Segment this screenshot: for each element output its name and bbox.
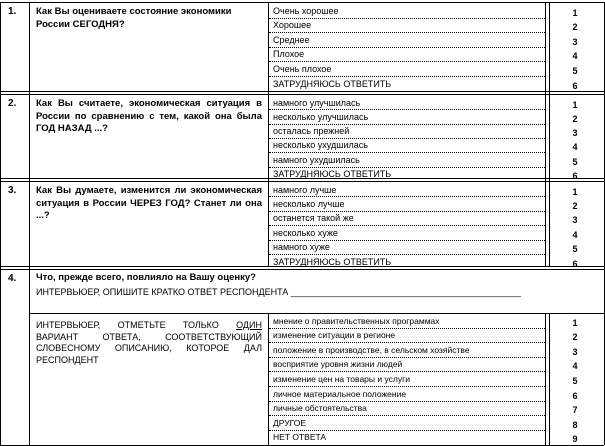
coding-instruction-post: ВАРИАНТ ОТВЕТА, СООТВЕТСТВУЮЩИЙ СЛОВЕСНОМУ ОПИСАНИЮ, КОТОРОЕ ДАЛ РЕСПОНДЕНТ [36,331,262,365]
open-answer-instruction-text: ИНТЕРВЬЮЕР, ОПИШИТЕ КРАТКО ОТВЕТ РЕСПОНДЕНТА [36,287,289,297]
answer-option-label: Плохое [273,49,305,60]
answer-option-label: ЗАТРУДНЯЮСЬ ОТВЕТИТЬ [273,256,392,267]
answer-option-label: ДРУГОЕ [273,417,307,428]
option-row-separator [269,328,545,329]
answer-option-label: несколько лучше [273,198,345,209]
question-number: 3. [8,185,17,196]
answer-option-code: 4 [572,229,578,240]
answer-option-label: намного ухудшилась [273,154,360,165]
answer-option-code: 5 [572,375,578,386]
option-row-separator [269,167,545,168]
option-row-separator [269,196,545,197]
answer-option-label: осталась прежней [273,126,350,137]
answer-option-label: Очень плохое [273,63,332,74]
answer-option-code: 6 [572,258,578,269]
options-column-divider [268,2,269,266]
answer-option-label: изменение ситуации в регионе [273,330,396,341]
option-row-separator [269,342,545,343]
option-row-separator [269,211,545,212]
answer-option-code: 2 [572,332,578,343]
option-row-separator [269,124,545,125]
table-left-border [0,2,1,445]
q4-code-column-divider [545,313,546,445]
answer-option-code: 6 [572,80,578,91]
answer-option-code: 2 [572,113,578,124]
option-row-separator [269,47,545,48]
question-text: Как Вы думаете, изменится ли экономическая ситуация в России ЧЕРЕЗ ГОД? Станет ли она ...? [36,185,262,221]
number-column-divider [29,2,30,445]
answer-option-label: намного улучшилась [273,97,361,108]
option-row-separator [269,61,545,62]
answer-option-label: ЗАТРУДНЯЮСЬ ОТВЕТИТЬ [273,169,392,179]
question-number: 2. [8,98,17,109]
question-text: Как Вы считаете, экономическая ситуация в России по сравнению с тем, какой она была ГОД НАЗАД ...? [36,98,262,134]
answer-option-code: 2 [572,200,578,211]
option-row-separator [269,76,545,77]
answer-option-label: личные обстоятельства [273,403,367,414]
answer-option-code: 1 [572,186,578,197]
answer-option-code: 6 [572,171,578,181]
option-row-separator [269,386,545,387]
answer-option-label: несколько ухудшилась [273,140,368,151]
answer-option-code: 1 [572,7,578,18]
option-row-separator [269,18,545,19]
answer-option-code: 3 [572,215,578,226]
answer-option-label: Среднее [273,34,310,45]
q4-options-column-divider [268,313,269,445]
block-separator-3b [0,269,604,270]
open-answer-instruction [36,287,521,299]
answer-option-code: 2 [572,22,578,33]
option-row-separator [269,357,545,358]
answer-option-code: 1 [572,317,578,328]
answer-option-code: 5 [572,244,578,255]
answer-option-label: Очень хорошее [273,5,339,16]
coding-instruction-pre: ИНТЕРВЬЮЕР, ОТМЕТЬТЕ ТОЛЬКО [36,320,237,330]
answer-option-code: 4 [572,51,578,62]
answer-option-label: мнение о правительственных программах [273,315,440,326]
answer-option-code: 5 [572,156,578,167]
answer-option-label: намного хуже [273,242,330,253]
answer-option-code: 3 [572,36,578,47]
question-text: Что, прежде всего, повлияло на Вашу оценку? [36,272,256,283]
answer-option-label: НЕТ ОТВЕТА [273,432,327,443]
answer-option-code: 1 [572,99,578,110]
answer-option-code: 9 [572,434,578,445]
coding-instruction-emphasis: ОДИН [236,320,262,330]
question-text: Как Вы оцениваете состояние экономики России СЕГОДНЯ? [36,6,232,30]
answer-option-code: 4 [572,361,578,372]
open-answer-line: ______________________________________________ [290,287,522,297]
answer-option-label: изменение цен на товары и услуги [273,373,410,384]
answer-option-code: 3 [572,128,578,139]
option-row-separator [269,430,545,431]
option-row-separator [269,225,545,226]
option-row-separator [269,32,545,33]
answer-option-label: Хорошее [273,20,312,31]
option-row-separator [269,109,545,110]
answer-option-code: 3 [572,346,578,357]
answer-option-label: намного лучше [273,184,337,195]
answer-option-code: 6 [572,390,578,401]
answer-option-code: 4 [572,142,578,153]
option-row-separator [269,254,545,255]
answer-option-label: несколько улучшилась [273,111,369,122]
q4-split-line [29,313,604,314]
option-row-separator [269,371,545,372]
block-separator-1 [0,91,604,92]
option-row-separator [269,401,545,402]
answer-option-label: останется такой же [273,213,354,224]
answer-option-label: несколько хуже [273,227,338,238]
answer-option-label: восприятие уровня жизни людей [273,359,403,370]
option-row-separator [269,152,545,153]
block-separator-2b [0,181,604,182]
code-column-divider [545,2,546,266]
coding-instruction [36,320,262,366]
answer-option-label: личное материальное положение [273,388,407,399]
question-number: 1. [8,6,17,17]
answer-option-code: 5 [572,65,578,76]
block-separator-1b [0,94,604,95]
answer-option-label: ЗАТРУДНЯЮСЬ ОТВЕТИТЬ [273,78,392,89]
answer-option-code: 7 [572,405,578,416]
answer-option-code: 8 [572,419,578,430]
question-number: 4. [8,273,17,284]
option-row-separator [269,415,545,416]
table-top-border [0,2,604,3]
option-row-separator [269,138,545,139]
option-row-separator [269,240,545,241]
answer-option-label: положение в производстве, в сельском хозяйстве [273,344,470,355]
